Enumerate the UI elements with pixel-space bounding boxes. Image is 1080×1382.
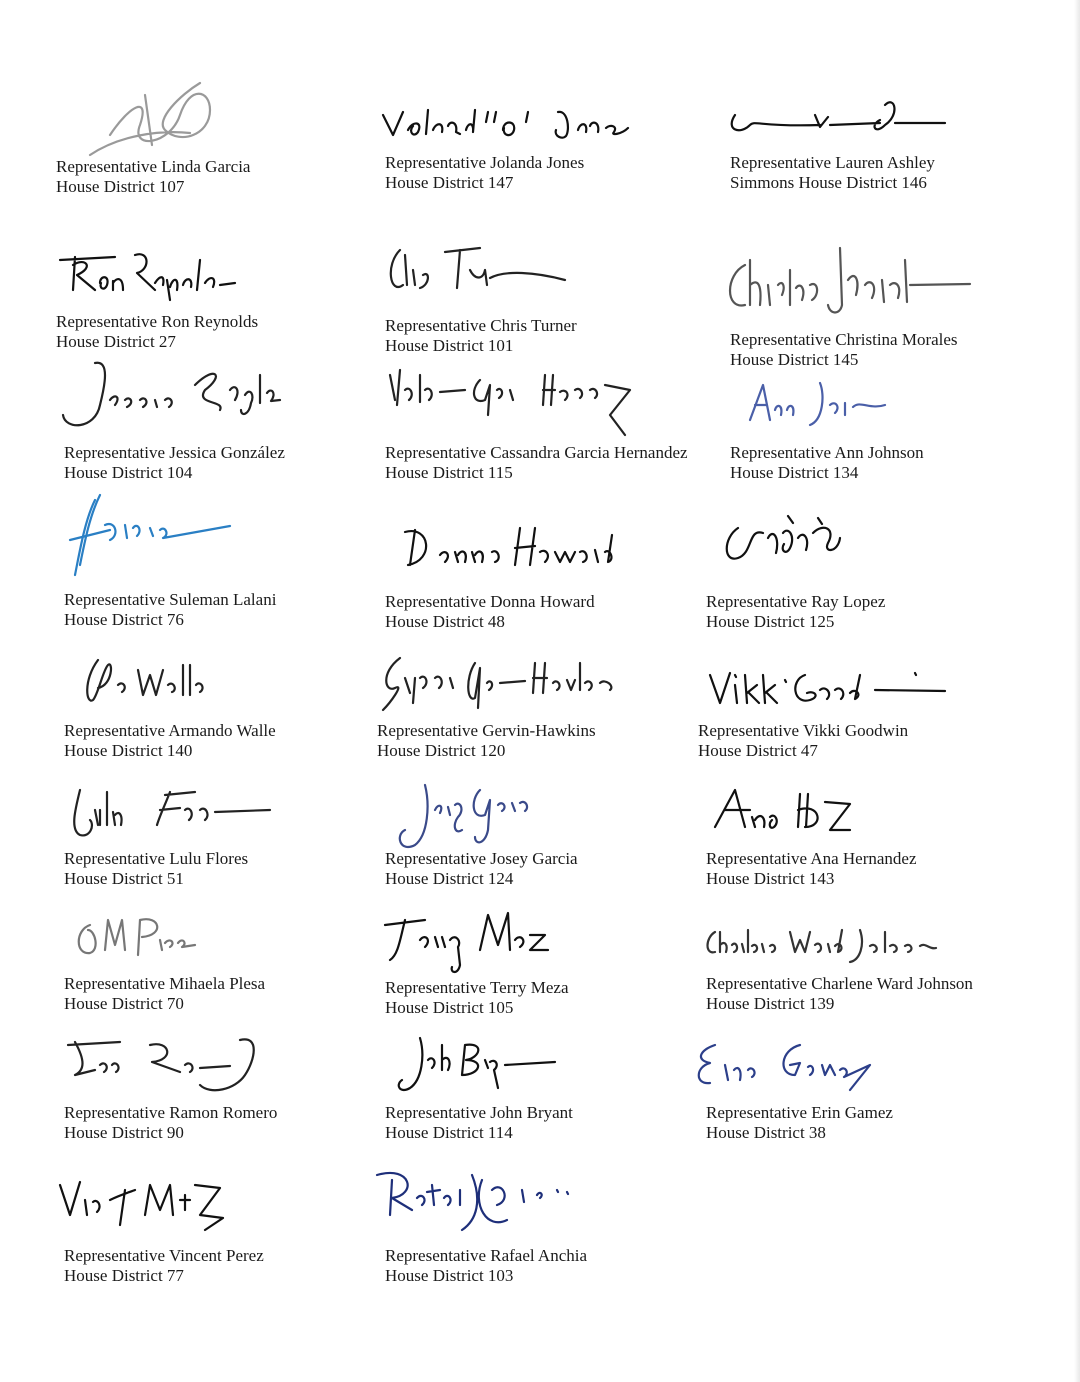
signature-image xyxy=(55,355,285,440)
signature-image xyxy=(375,648,625,718)
signature-image xyxy=(55,245,240,310)
house-district: House District 134 xyxy=(730,463,859,482)
house-district: House District 51 xyxy=(64,869,184,888)
house-district: House District 147 xyxy=(385,173,514,192)
house-district: House District 124 xyxy=(385,869,514,888)
house-district: House District 105 xyxy=(385,998,514,1017)
signature-image xyxy=(372,1160,582,1245)
signature-image xyxy=(380,905,555,980)
signature-image xyxy=(65,780,275,845)
house-district: House District 143 xyxy=(706,869,835,888)
house-district: House District 38 xyxy=(706,1123,826,1142)
house-district: House District 120 xyxy=(377,741,506,760)
house-district: House District 104 xyxy=(64,463,193,482)
signature-image xyxy=(710,782,860,842)
signature-image xyxy=(720,240,975,320)
signature-image xyxy=(78,650,213,710)
representative-name: Representative Jolanda Jones xyxy=(385,153,585,172)
representative-name: Representative Lauren Ashley xyxy=(730,153,935,172)
house-district: House District 101 xyxy=(385,336,514,355)
house-district: House District 27 xyxy=(56,332,176,351)
representative-name: Representative Vincent Perez xyxy=(64,1246,264,1265)
signature-image xyxy=(700,920,940,970)
house-district: House District 47 xyxy=(698,741,818,760)
house-district: House District 114 xyxy=(385,1123,513,1142)
representative-name: Representative Gervin-Hawkins xyxy=(377,721,596,740)
house-district: House District 125 xyxy=(706,612,835,631)
house-district: House District 77 xyxy=(64,1266,184,1285)
signature-image xyxy=(385,240,575,300)
representative-name: Representative Ray Lopez xyxy=(706,592,886,611)
house-district: House District 76 xyxy=(64,610,184,629)
representative-name: Representative Mihaela Plesa xyxy=(64,974,266,993)
signature-image xyxy=(70,75,230,165)
representative-name: Representative Josey Garcia xyxy=(385,849,578,868)
house-district: House District 103 xyxy=(385,1266,514,1285)
house-district: House District 139 xyxy=(706,994,835,1013)
representative-name: Representative Ann Johnson xyxy=(730,443,924,462)
house-district: House District 48 xyxy=(385,612,505,631)
representative-name: Representative Christina Morales xyxy=(730,330,958,349)
representative-name: Representative Terry Meza xyxy=(385,978,569,997)
signature-image xyxy=(65,490,235,580)
signature-image xyxy=(60,1030,270,1100)
representative-name: Representative Erin Gamez xyxy=(706,1103,893,1122)
representative-name: Representative Vikki Goodwin xyxy=(698,721,909,740)
representative-name: Representative Ramon Romero xyxy=(64,1103,278,1122)
representative-name: Representative Chris Turner xyxy=(385,316,577,335)
signature-image xyxy=(70,905,200,965)
signature-image xyxy=(55,1170,225,1235)
representative-name: Representative Lulu Flores xyxy=(64,849,249,868)
house-district: House District 140 xyxy=(64,741,193,760)
representative-name: Representative Rafael Anchia xyxy=(385,1246,588,1265)
signature-image xyxy=(378,100,638,145)
signature-image xyxy=(718,508,848,573)
signature-image xyxy=(690,1035,890,1100)
house-district: House District 145 xyxy=(730,350,859,369)
representative-name: Representative Donna Howard xyxy=(385,592,595,611)
representative-name: Representative Charlene Ward Johnson xyxy=(706,974,973,993)
house-district: House District 115 xyxy=(385,463,513,482)
house-district: House District 107 xyxy=(56,177,185,196)
signature-image xyxy=(720,95,950,145)
signature-image xyxy=(400,520,635,575)
representative-name: Representative Ana Hernandez xyxy=(706,849,917,868)
signature-image xyxy=(390,1030,560,1100)
house-district: House District 90 xyxy=(64,1123,184,1142)
representative-name: Representative Suleman Lalani xyxy=(64,590,277,609)
representative-name: Representative Jessica González xyxy=(64,443,285,462)
representative-name: Representative John Bryant xyxy=(385,1103,573,1122)
representative-name: Representative Linda Garcia xyxy=(56,157,251,176)
signature-image xyxy=(385,360,640,445)
house-district: House District 70 xyxy=(64,994,184,1013)
representative-name: Representative Armando Walle xyxy=(64,721,276,740)
representative-name: Representative Ron Reynolds xyxy=(56,312,259,331)
representative-name: Representative Cassandra Garcia Hernandez xyxy=(385,443,688,462)
signature-image xyxy=(390,775,535,855)
signature-image xyxy=(745,375,895,435)
signature-image xyxy=(705,665,950,710)
page-edge-shadow xyxy=(1074,0,1080,1382)
house-district: Simmons House District 146 xyxy=(730,173,927,192)
